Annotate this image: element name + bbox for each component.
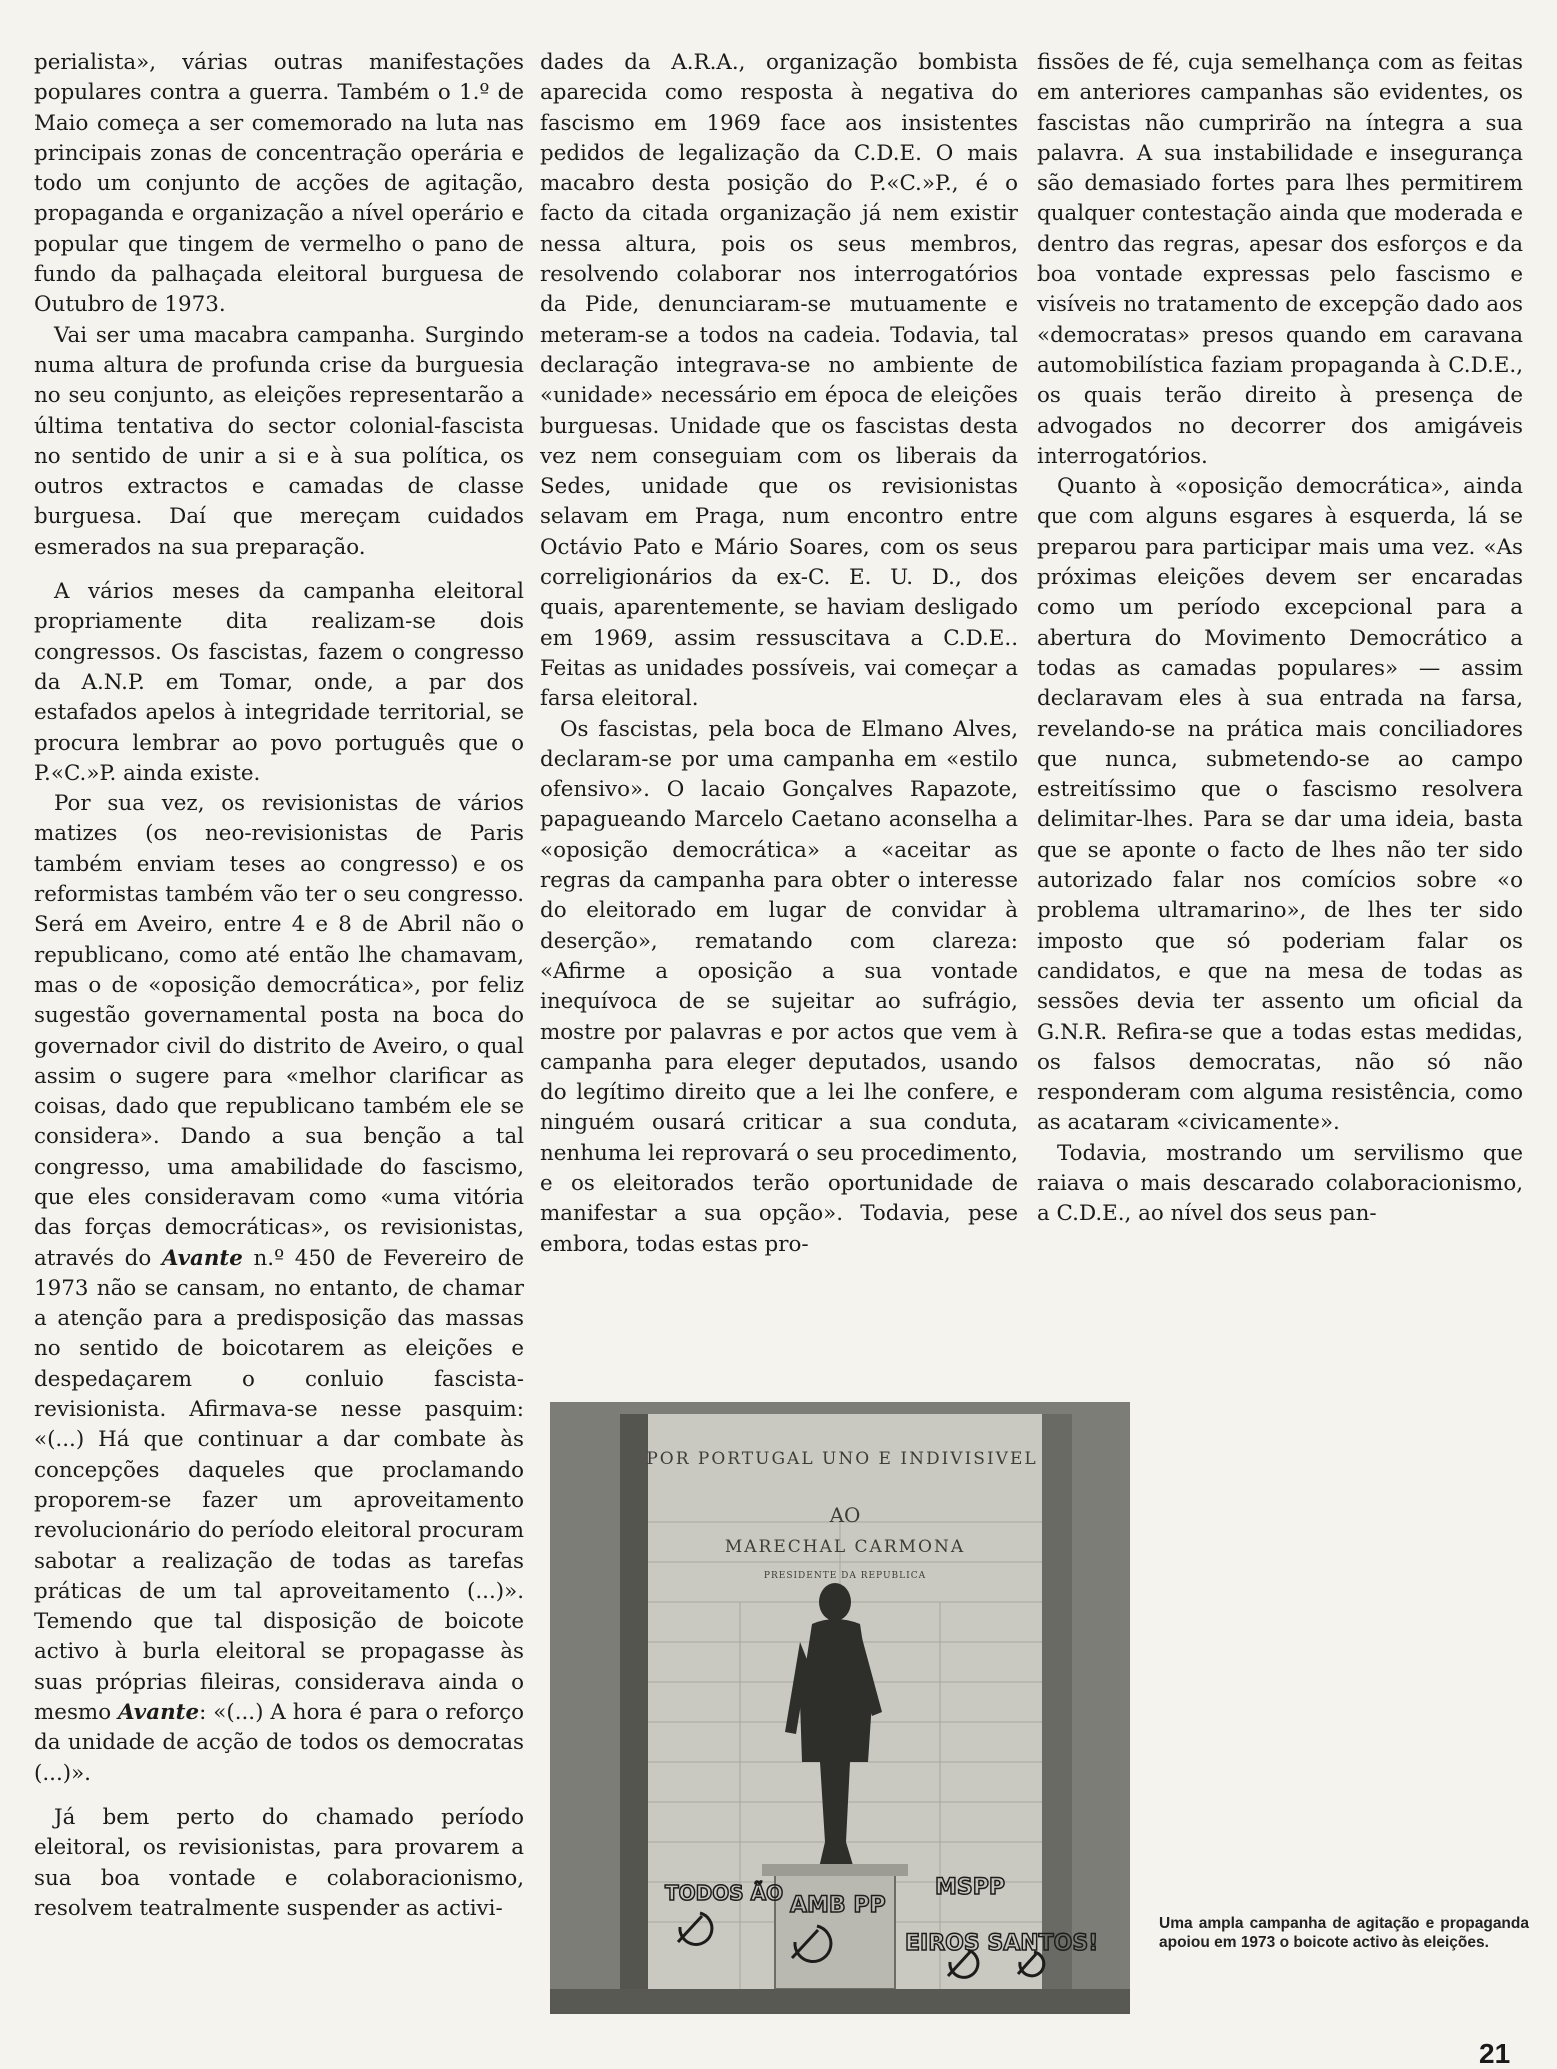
photo-statue-carmona (550, 1402, 1130, 2014)
inscription-name: MARECHAL CARMONA (724, 1537, 966, 1557)
paragraph: fissões de fé, cuja semelhança com as feitas em anteriores campanhas são evidentes, os fascistas não cumprirão na íntegra a sua palavra. A sua instabilidade e insegurança são demasiado fortes para lhes permitirem qualquer contestação ainda que moderada e dentro das regras, apesar dos esforços e da boa vontade expressas pelo fascismo e visíveis no tratamento de excepção dado aos «democratas» presos quando em caravana automobilística faziam propaganda à C.D.E., os quais terão direito à presença de advogados no decorrer dos amigáveis interrogatórios. (1037, 50, 1523, 469)
paragraph: Por sua vez, os revisionistas de vários matizes (os neo-revisionistas de Paris também enviam teses ao congresso) e os reformistas também vão ter o seu congresso. Será em Aveiro, entre 4 e 8 de Abril não o republicano, como até então lhe chamavam, mas o de «oposição democrática», por feliz sugestão governamental posta na boca do governador civil do distrito de Aveiro, o qual assim o sugere para «melhor clarificar as coisas, dado que republicano também ele se considera». Dando a sua benção a tal congresso, uma amabilidade do fascismo, que eles consideravam como «uma vitória das forças democráticas», os revisionistas, através do Avante n.º 450 de Fevereiro de 1973 não se cansam, no entanto, de chamar a atenção para a predisposição das massas no sentido de boicotarem as eleições e despedaçarem o conluio fascista-revisionista. Afirmava-se nesse pasquim: «(...) Há que continuar a dar combate às concepções daqueles que proclamando proporem-se fazer um aproveitamento revolucionário do período eleitoral procuram sabotar a realização de todas as tarefas práticas de um tal aproveitamento (...)». Temendo que tal disposição de boicote activo à burla eleitoral se propagasse às suas próprias fileiras, considerava ainda o mesmo Avante: «(...) A hora é para o reforço da unidade de acção de todos os democratas (...)». (34, 791, 525, 1786)
photo-caption: Uma ampla campanha de agitação e propaganda apoiou em 1973 o boicote activo às eleições. (1159, 1915, 1529, 1951)
text-column-1 (34, 48, 524, 1924)
paragraph: perialista», várias outras manifestações populares contra a guerra. Também o 1.º de Maio começa a ser comemorado na luta nas principais zonas de concentração operária e todo um conjunto de acções de agitação, propaganda e organização a nível operário e popular que tingem de vermelho o pano de fundo da palhaçada eleitoral burguesa de Outubro de 1973. (34, 50, 524, 318)
text-column-3 (1037, 48, 1523, 1230)
paragraph: Já bem perto do chamado período eleitoral, os revisionistas, para provarem a sua boa vontade e colaboracionismo, resolvem teatralmente suspender as activi- (34, 1804, 524, 1921)
paragraph: dades da A.R.A., organização bombista aparecida como resposta à negativa do fascismo em 1969 face aos insistentes pedidos de legalização da C.D.E. O mais macabro desta posição do P.«C.»P., é o facto da citada organização já nem existir nessa altura, pois os seus membros, resolvendo colaborar nos interrogatórios da Pide, denunciaram-se mutuamente e meteram-se a todos na cadeia. Todavia, tal declaração integrava-se no ambiente de «unidade» necessário em época de eleições burguesas. Unidade que os fascistas desta vez nem conseguiam com os liberais da Sedes, unidade que os revisionistas selavam em Praga, num encontro entre Octávio Pato e Mário Soares, com os seus correligionários da ex-C. E. U. D., dos quais, aparentemente, se haviam desligado em 1969, assim ressuscitava a C.D.E.. Feitas as unidades possíveis, vai começar a farsa eleitoral. (540, 50, 1018, 712)
graffiti-mspp: MSPP (935, 1875, 1005, 1900)
page-number: 21 (1479, 2038, 1511, 2069)
newspaper-title: Avante (161, 1245, 243, 1271)
paragraph: Todavia, mostrando um servilismo que raiava o mais descarado colaboracionismo, a C.D.E., ao nível dos seus pan- (1037, 1140, 1523, 1227)
inscription-ao: AO (829, 1503, 861, 1527)
text-column-2 (540, 48, 1018, 1260)
paragraph: Vai ser uma macabra campanha. Surgindo numa altura de profunda crise da burguesia no seu conjunto, as eleições representarão a última tentativa do sector colonial-fascista no sentido de unir a si e à sua política, os outros extractos e camadas de classe burguesa. Daí que mereçam cuidados esmerados na sua preparação. (34, 322, 524, 560)
newspaper-title: Avante (118, 1700, 200, 1726)
graffiti-eiros: EIROS SANTOS! (905, 1931, 1099, 1956)
inscription-top: POR PORTUGAL UNO E INDIVISIVEL (646, 1449, 1038, 1469)
inscription-sub: PRESIDENTE DA REPUBLICA (763, 1571, 927, 1581)
graffiti-amb: AMB PP (790, 1893, 886, 1918)
paragraph: Quanto à «oposição democrática», ainda que com alguns esgares à esquerda, lá se preparou para participar mais uma vez. «As próximas eleições devem ser encaradas como um período excepcional para a abertura do Movimento Democrático a todas as camadas populares» — assim declaravam eles à sua entrada na farsa, revelando-se na prática mais conciliadores que nunca, submetendo-se ao campo estreitíssimo que o fascismo resolvera delimitar-lhes. Para se dar uma ideia, basta que se aponte o facto de lhes não ter sido autorizado falar nos comícios sobre «o problema ultramarino», de lhes ter sido imposto que só poderiam falar os candidatos, e que na mesa de todas as sessões devia ter assento um oficial da G.N.R. Refira-se que a todas estas medidas, os falsos democratas, não só não responderam com alguma resistência, como as acataram «civicamente». (1037, 474, 1523, 1136)
paragraph: A vários meses da campanha eleitoral propriamente dita realizam-se dois congressos. Os fascistas, fazem o congresso da A.N.P. em Tomar, onde, a par dos estafados apelos à integridade territorial, se procura lembrar ao povo português que o P.«C.»P. ainda existe. (34, 579, 524, 786)
graffiti-todos: TODOS ÃO (665, 1881, 784, 1905)
paragraph: Os fascistas, pela boca de Elmano Alves, declaram-se por uma campanha em «estilo ofensivo». O lacaio Gonçalves Rapazote, papagueando Marcelo Caetano aconselha a «oposição democrática» a «aceitar as regras da campanha para obter o interesse do eleitorado em lugar de convidar à deserção», rematando com clareza: «Afirme a oposição a sua vontade inequívoca de se sujeitar ao sufrágio, mostre por palavras e por actos que vem à campanha para eleger deputados, usando do legítimo direito que a lei lhe confere, e ninguém ousará criticar a sua conduta, nenhuma lei reprovará o seu procedimento, e os eleitorados terão oportunidade de manifestar a sua opção». Todavia, pese embora, todas estas pro- (540, 716, 1018, 1257)
